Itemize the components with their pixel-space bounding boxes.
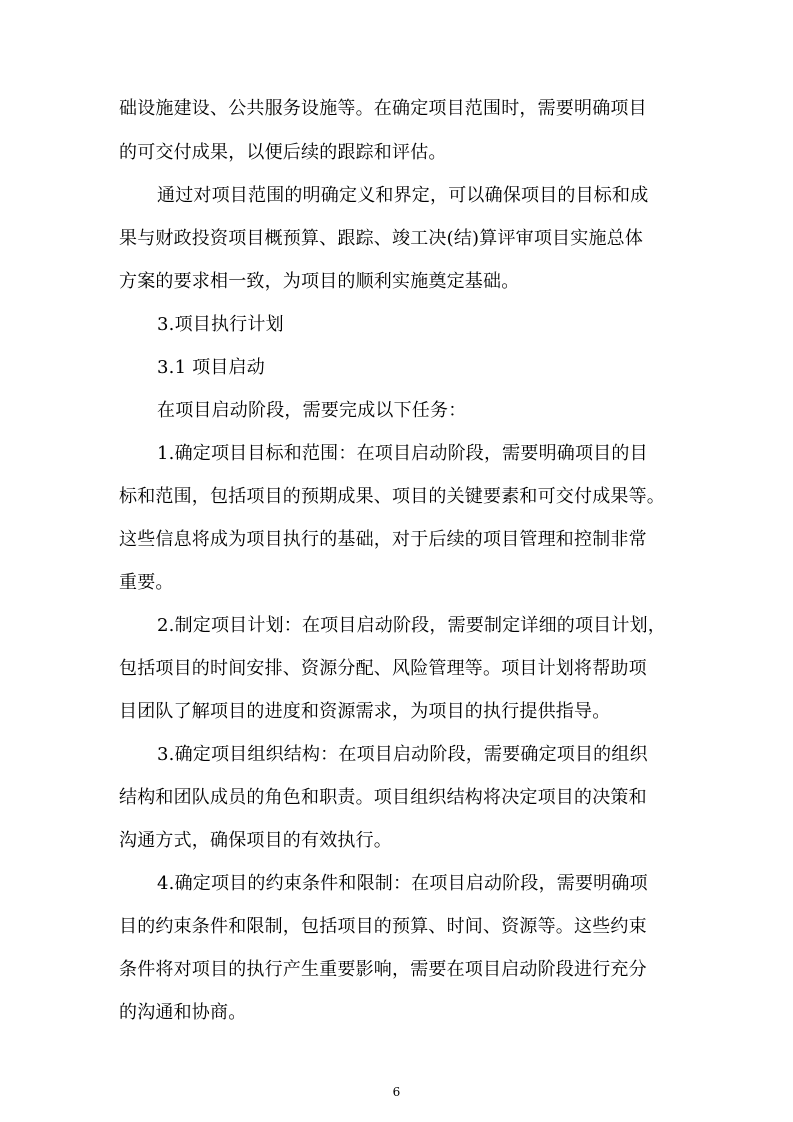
page-number: 6 [392,1085,401,1099]
text-line: 的可交付成果，以便后续的跟踪和评估。 [119,142,447,163]
text-line: 在项目启动阶段，需要完成以下任务： [157,400,467,421]
text-line: 1.确定项目目标和范围：在项目启动阶段，需要明确项目的目 [157,443,648,464]
text-line: 3.确定项目组织结构：在项目启动阶段，需要确定项目的组织 [157,744,648,765]
text-line: 条件将对项目的执行产生重要影响，需要在项目启动阶段进行充分 [119,959,647,980]
text-line: 通过对项目范围的明确定义和界定，可以确保项目的目标和成 [157,185,649,206]
text-line: 4.确定项目的约束条件和限制：在项目启动阶段，需要明确项 [157,873,648,894]
subsection-heading: 3.1 项目启动 [157,357,265,378]
text-line: 结构和团队成员的角色和职责。项目组织结构将决定项目的决策和 [119,787,647,808]
text-line: 包括项目的时间安排、资源分配、风险管理等。项目计划将帮助项 [119,658,647,679]
text-line: 的沟通和协商。 [119,1002,247,1023]
text-line: 2.制定项目计划：在项目启动阶段，需要制定详细的项目计划， [157,615,666,636]
text-line: 重要。 [119,572,174,593]
text-line: 标和范围，包括项目的预期成果、项目的关键要素和可交付成果等。 [119,486,665,507]
text-line: 目团队了解项目的进度和资源需求，为项目的执行提供指导。 [119,701,611,722]
section-heading: 3.项目执行计划 [157,314,284,335]
text-line: 沟通方式，确保项目的有效执行。 [119,830,392,851]
text-line: 础设施建设、公共服务设施等。在确定项目范围时，需要明确项目 [119,98,647,119]
text-line: 这些信息将成为项目执行的基础，对于后续的项目管理和控制非常 [119,529,647,550]
text-line: 果与财政投资项目概预算、跟踪、竣工决(结)算评审项目实施总体 [119,228,644,249]
text-line: 方案的要求相一致，为项目的顺利实施奠定基础。 [119,271,520,292]
text-line: 目的约束条件和限制，包括项目的预算、时间、资源等。这些约束 [119,916,647,937]
